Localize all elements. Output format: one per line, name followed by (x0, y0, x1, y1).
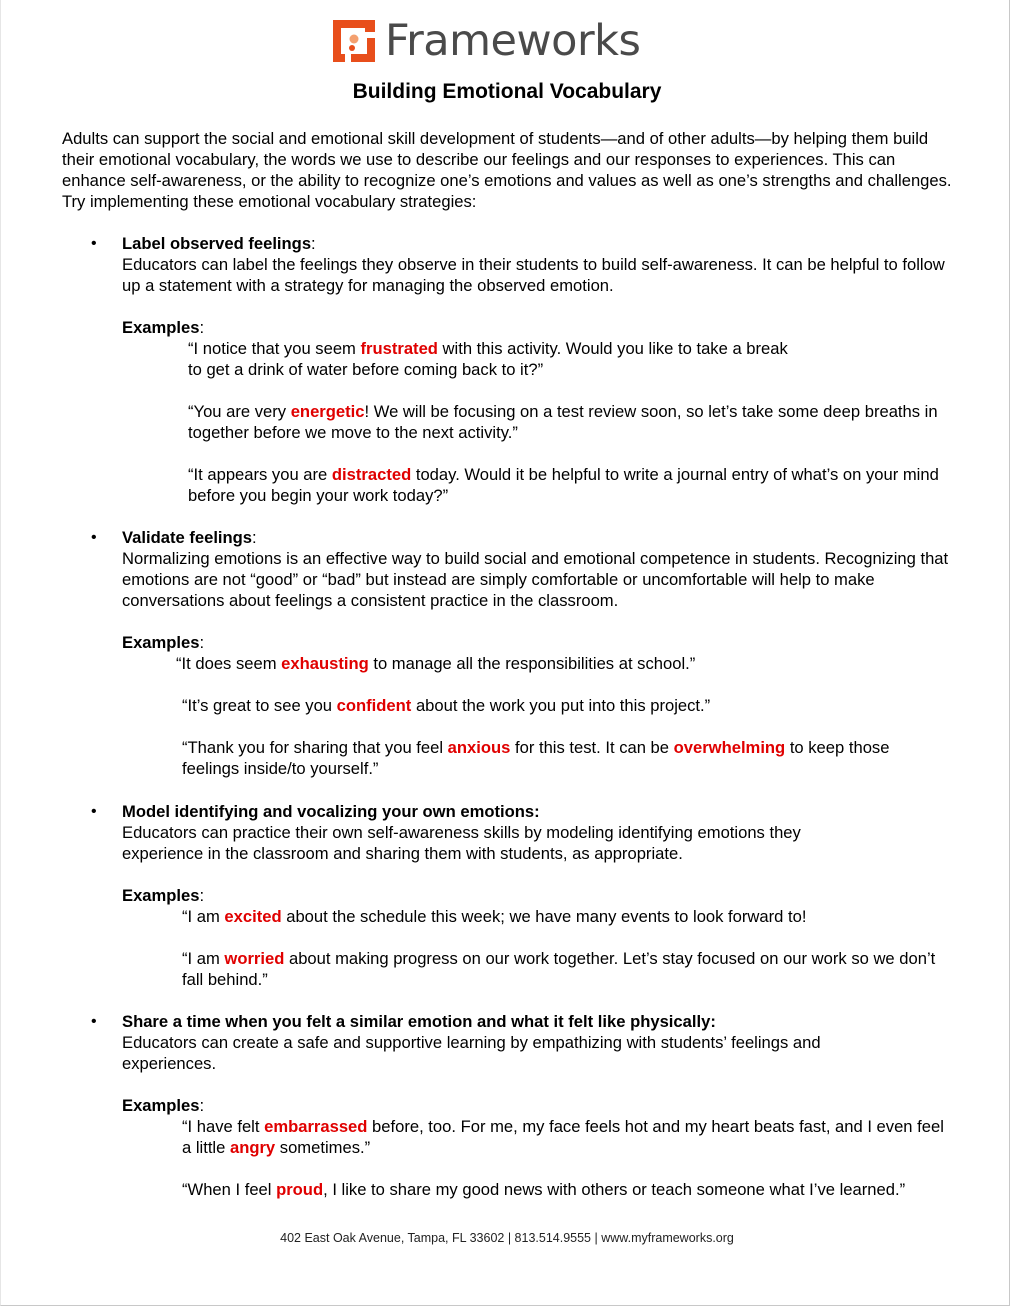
strategy-section (91, 1011, 966, 1200)
examples-label: Examples: (122, 633, 205, 652)
strategy-section (91, 233, 966, 506)
example-quote: “I have felt embarrassed before, too. For me, my face feels hot and my heart beats fast, and I even feel a little angry sometimes.” (182, 1117, 944, 1157)
example-quote: “When I feel proud, I like to share my good news with others or teach someone what I’ve learned.” (182, 1180, 906, 1199)
examples-label: Examples: (122, 886, 205, 905)
examples-label: Examples: (122, 1096, 205, 1115)
strategy-section (91, 801, 966, 990)
section-description: Educators can create a safe and supportive learning by empathizing with students’ feelings and experiences. (122, 1033, 821, 1073)
section-heading: Label observed feelings: (122, 234, 316, 253)
example-quote: “I notice that you seem frustrated with this activity. Would you like to take a break to get a drink of water before coming back to it?” (188, 339, 788, 379)
section-heading: Model identifying and vocalizing your own emotions: (122, 802, 540, 821)
example-quote: “You are very energetic! We will be focusing on a test review soon, so let’s take some deep breaths in together before we move to the next activity.” (188, 402, 938, 442)
bullet-icon: • (91, 1013, 97, 1030)
bullet-icon: • (91, 235, 97, 252)
example-quote: “I am excited about the schedule this week; we have many events to look forward to! (182, 907, 807, 926)
frameworks-logo (331, 18, 640, 64)
section-description: Normalizing emotions is an effective way to build social and emotional competence in students. Recognizing that emotions are not “good” or “bad” but instead are simply comfortable or uncomfortable will help to make conversations about feelings a consistent practice in the classroom. (122, 549, 949, 610)
strategy-section (91, 527, 966, 779)
intro-paragraph: Adults can support the social and emotional skill development of students—and of other adults—by helping them build their emotional vocabulary, the words we use to describe our feelings and our responses to experiences. This can enhance self-awareness, or the ability to recognize one’s emotions and values as well as one’s strengths and challenges. Try implementing these emotional vocabulary strategies: (62, 129, 952, 211)
example-quote: “It does seem exhausting to manage all the responsibilities at school.” (176, 654, 696, 673)
section-description: Educators can label the feelings they observe in their students to build self-awareness. It can be helpful to follow up a statement with a strategy for managing the observed emotion. (122, 255, 945, 295)
section-description: Educators can practice their own self-awareness skills by modeling identifying emotions they experience in the classroom and sharing them with students, as appropriate. (122, 823, 801, 863)
example-quote: “Thank you for sharing that you feel anxious for this test. It can be overwhelming to keep those feelings inside/to yourself.” (182, 738, 890, 778)
example-quote: “It appears you are distracted today. Would it be helpful to write a journal entry of what’s on your mind before you begin your work today?” (188, 465, 939, 505)
examples-label: Examples: (122, 318, 205, 337)
page-title: Building Emotional Vocabulary (352, 80, 662, 103)
frameworks-logo-icon (331, 18, 377, 64)
example-quote: “I am worried about making progress on our work together. Let’s stay focused on our work so we don’t fall behind.” (182, 949, 936, 989)
footer-contact: 402 East Oak Avenue, Tampa, FL 33602 | 813.514.9555 | www.myframeworks.org (280, 1231, 734, 1245)
bullet-icon: • (91, 529, 97, 546)
example-quote: “It’s great to see you confident about the work you put into this project.” (182, 696, 711, 715)
bullet-icon: • (91, 803, 97, 820)
brand-name: Frameworks (385, 16, 641, 66)
section-heading: Validate feelings: (122, 528, 257, 547)
section-heading: Share a time when you felt a similar emotion and what it felt like physically: (122, 1012, 716, 1031)
